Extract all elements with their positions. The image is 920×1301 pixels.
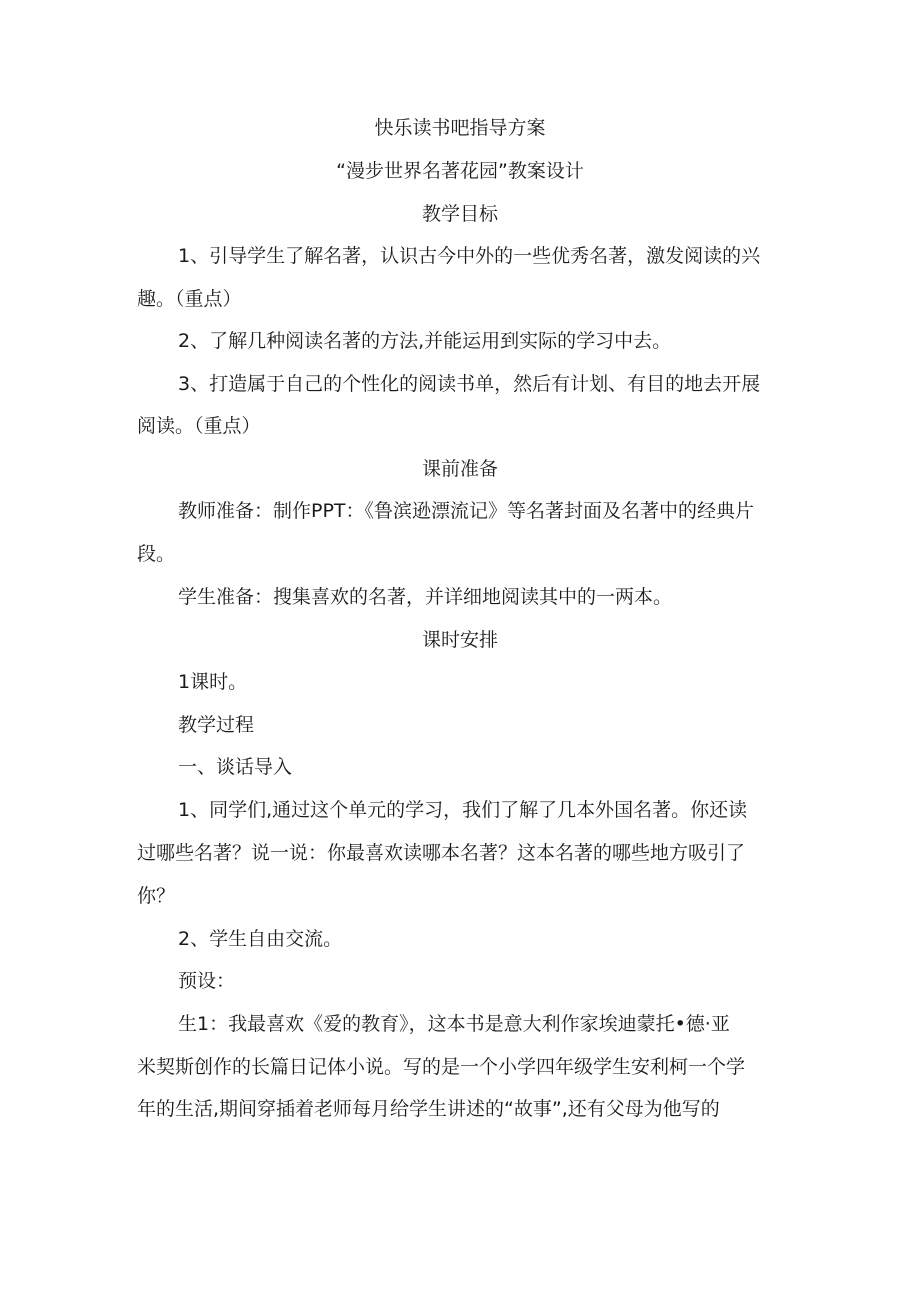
goal-2: 2、了解几种阅读名著的方法,并能运用到实际的学习中去。 bbox=[178, 330, 672, 352]
student-1-line-1: 生1：我最喜欢《爱的教育》，这本书是意大利作家埃迪蒙托•德·亚 bbox=[178, 1013, 730, 1035]
preset-label: 预设： bbox=[178, 970, 236, 992]
section-1-heading: 一、谈话导入 bbox=[178, 756, 293, 778]
teacher-prep-line-2: 段。 bbox=[137, 543, 176, 565]
teacher-prep-line-1: 教师准备：制作PPT：《鲁滨逊漂流记》等名著封面及名著中的经典片 bbox=[178, 500, 755, 522]
goal-3-line-1: 3、打造属于自己的个性化的阅读书单，然后有计划、有目的地去开展 bbox=[178, 373, 761, 395]
prep-heading: 课前准备 bbox=[421, 458, 498, 480]
goal-1-line-1: 1、引导学生了解名著，认识古今中外的一些优秀名著，激发阅读的兴 bbox=[178, 245, 761, 267]
step-1-line-2: 过哪些名著？说一说：你最喜欢读哪本名著？这本名著的哪些地方吸引了 bbox=[137, 842, 746, 864]
step-1-line-3: 你？ bbox=[137, 885, 176, 907]
step-1-line-1: 1、同学们,通过这个单元的学习，我们了解了几本外国名著。你还读 bbox=[178, 799, 748, 821]
goal-3-line-2: 阅读。（重点） bbox=[137, 415, 261, 437]
document-subtitle: “漫步世界名著花园”教案设计 bbox=[336, 160, 584, 182]
goals-heading: 教学目标 bbox=[421, 203, 498, 225]
student-1-line-2: 米契斯创作的长篇日记体小说。写的是一个小学四年级学生安利柯一个学 bbox=[137, 1056, 746, 1078]
document-title: 快乐读书吧指导方案 bbox=[374, 117, 546, 139]
step-2: 2、学生自由交流。 bbox=[178, 928, 343, 950]
goal-1-line-2: 趣。（重点） bbox=[137, 288, 242, 310]
schedule-text: 1课时。 bbox=[178, 671, 248, 693]
schedule-heading: 课时安排 bbox=[421, 629, 498, 651]
process-heading: 教学过程 bbox=[178, 714, 255, 736]
student-1-line-3: 年的生活,期间穿插着老师每月给学生讲述的“故事”,还有父母为他写的 bbox=[137, 1098, 720, 1120]
student-prep: 学生准备：搜集喜欢的名著，并详细地阅读其中的一两本。 bbox=[178, 586, 673, 608]
